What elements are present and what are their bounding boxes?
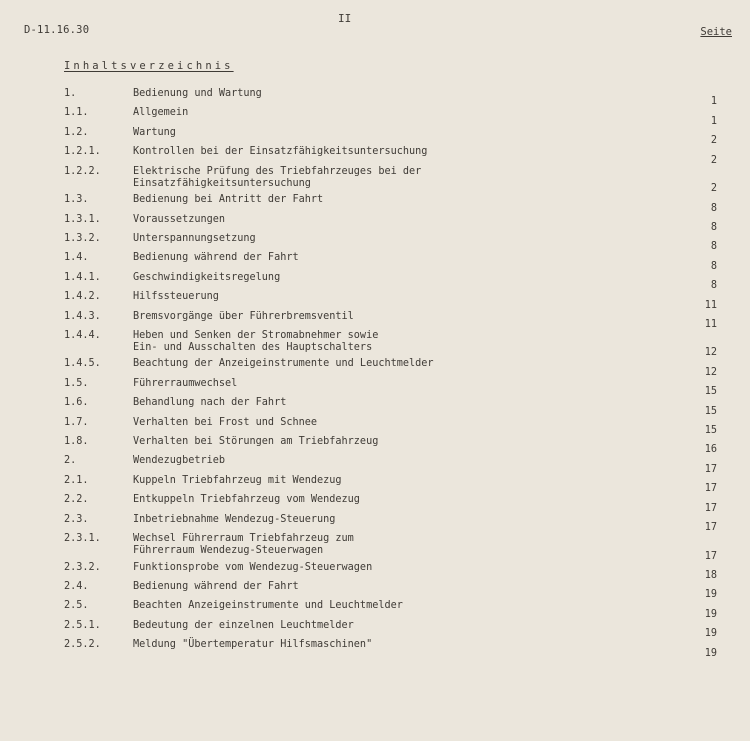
toc-entry-number: 1.4.4. (64, 329, 101, 341)
toc-entry-page: 17 (704, 522, 717, 533)
toc-entry-page: 19 (704, 647, 717, 659)
toc-entry-title-line: Meldung "Übertemperatur Hilfsmaschinen" (133, 639, 373, 651)
toc-entry-page: 15 (704, 386, 717, 398)
toc-entry-title-line: Entkuppeln Triebfahrzeug vom Wendezug (133, 494, 360, 506)
toc-entry-page: 11 (704, 299, 717, 311)
page-numeral: II (338, 12, 352, 25)
toc-heading: Inhaltsverzeichnis (64, 60, 234, 72)
toc-entry-page: 17 (704, 483, 717, 495)
toc-entry-title (133, 291, 653, 303)
toc-entry-page: 17 (704, 463, 717, 475)
toc-entry-page: 17 (704, 502, 717, 514)
toc-entry (0, 562, 750, 581)
toc-entry-number: 1.4.5. (64, 358, 101, 370)
toc-entry-page: 12 (704, 366, 717, 378)
toc-entry-title-line: Führerraumwechsel (133, 377, 238, 389)
toc-entry-number: 1.3.2. (64, 232, 101, 244)
toc-entry-page: 11 (704, 318, 717, 330)
toc-entry-title (133, 194, 653, 206)
toc-entry-title (133, 417, 653, 429)
toc-entry-number: 1. (64, 88, 77, 99)
toc-entry-title-line: Voraussetzungen (133, 213, 226, 225)
toc-entry (0, 291, 750, 310)
toc-entry (0, 514, 750, 533)
toc-entry (0, 194, 750, 213)
toc-entry (0, 581, 750, 600)
toc-entry-title (133, 562, 653, 574)
toc-entry (0, 533, 750, 562)
toc-entry-page: 15 (704, 405, 717, 417)
toc-entry-number: 2.5.1. (64, 619, 101, 631)
toc-entry-title-line: Behandlung nach der Fahrt (133, 397, 287, 409)
toc-entry-number: 1.7. (64, 416, 89, 428)
toc-entry (0, 639, 750, 658)
toc-entry-number: 1.6. (64, 397, 89, 409)
toc-entry-number: 1.4. (64, 252, 89, 264)
toc-entry-title-line: Bedienung während der Fahrt (133, 580, 299, 592)
toc-entry-title-line: Wendezugbetrieb (133, 455, 226, 467)
toc-entry-title-line: Verhalten bei Störungen am Triebfahrzeug (133, 436, 379, 448)
toc-entry (0, 311, 750, 330)
toc-entry-page: 19 (704, 628, 717, 640)
toc-entry (0, 127, 750, 146)
toc-entry-number: 1.4.1. (64, 271, 101, 283)
toc-entry (0, 330, 750, 359)
toc-entry (0, 378, 750, 397)
toc-entry (0, 455, 750, 474)
toc-entry (0, 620, 750, 639)
toc-entry-title-line: Bedienung und Wartung (133, 88, 262, 99)
toc-entry-title-line: Ein- und Ausschalten des Hauptschalters (133, 341, 373, 353)
toc-entry-title-line: Bedeutung der einzelnen Leuchtmelder (133, 619, 354, 631)
toc-entry-page: 17 (704, 550, 717, 562)
toc-entry-title (133, 233, 653, 245)
toc-entry (0, 494, 750, 513)
toc-entry (0, 146, 750, 165)
toc-entry (0, 600, 750, 619)
toc-entry-number: 1.4.3. (64, 310, 101, 322)
toc-entry-number: 2.5.2. (64, 639, 101, 651)
toc-entry-title-line: Geschwindigkeitsregelung (133, 271, 281, 283)
toc-entry-number: 1.2.1. (64, 146, 101, 158)
toc-entry-title (133, 166, 653, 190)
toc-entry (0, 166, 750, 195)
toc-entry-title (133, 494, 653, 506)
toc-entry-title (133, 107, 653, 119)
toc-entry (0, 417, 750, 436)
toc-entry-title-line: Beachten Anzeigeinstrumente und Leuchtmelder (133, 600, 403, 612)
toc-entry (0, 214, 750, 233)
toc-entry-title (133, 475, 653, 487)
toc-entry-page: 1 (710, 115, 717, 127)
table-of-contents (0, 88, 750, 659)
toc-entry-page: 19 (704, 608, 717, 620)
toc-entry-title-line: Elektrische Prüfung des Triebfahrzeuges bei der (133, 165, 422, 177)
toc-entry (0, 107, 750, 126)
toc-entry (0, 88, 750, 107)
toc-entry-title-line: Bremsvorgänge über Führerbremsventil (133, 310, 354, 322)
toc-entry-title-line: Heben und Senken der Stromabnehmer sowie (133, 329, 379, 341)
toc-entry-page: 8 (710, 221, 717, 233)
toc-entry-number: 2.4. (64, 580, 89, 592)
toc-entry (0, 475, 750, 494)
toc-entry (0, 233, 750, 252)
toc-entry-title (133, 436, 653, 448)
toc-entry-title-line: Bedienung bei Antritt der Fahrt (133, 194, 324, 206)
toc-entry (0, 436, 750, 455)
toc-entry-number: 1.3.1. (64, 213, 101, 225)
toc-entry-title-line: Wartung (133, 126, 176, 138)
toc-entry-title (133, 252, 653, 264)
toc-entry-number: 1.3. (64, 194, 89, 206)
toc-entry-title (133, 88, 653, 100)
toc-entry-title (133, 378, 653, 390)
toc-entry-number: 2.2. (64, 494, 89, 506)
toc-entry-title-line: Funktionsprobe vom Wendezug-Steuerwagen (133, 561, 373, 573)
toc-entry-title (133, 358, 653, 370)
toc-entry (0, 272, 750, 291)
toc-entry-number: 1.5. (64, 377, 89, 389)
toc-entry-title (133, 639, 653, 651)
toc-entry-title (133, 600, 653, 612)
toc-entry-title-line: Verhalten bei Frost und Schnee (133, 416, 318, 428)
toc-entry-page: 8 (710, 241, 717, 253)
toc-entry-number: 2.3.1. (64, 533, 101, 544)
toc-entry-page: 16 (704, 444, 717, 456)
toc-entry-page: 2 (710, 154, 717, 166)
toc-entry-number: 2.5. (64, 600, 89, 612)
toc-entry-title (133, 514, 653, 526)
document-number: D-11.16.30 (24, 24, 90, 36)
toc-entry-number: 2.3. (64, 513, 89, 525)
toc-entry-title-line: Kontrollen bei der Einsatzfähigkeitsuntersuchung (133, 146, 428, 158)
toc-entry-number: 1.8. (64, 436, 89, 448)
toc-entry-title-line: Hilfssteuerung (133, 291, 219, 303)
toc-entry-page: 2 (710, 183, 717, 195)
toc-entry-number: 2.3.2. (64, 561, 101, 573)
toc-entry (0, 252, 750, 271)
toc-entry-number: 1.1. (64, 107, 89, 119)
toc-entry-number: 2.1. (64, 474, 89, 486)
toc-entry-title (133, 146, 653, 158)
toc-entry-page: 8 (710, 260, 717, 272)
toc-entry-title-line: Beachtung der Anzeigeinstrumente und Leuchtmelder (133, 358, 434, 370)
toc-entry-title (133, 330, 653, 354)
toc-entry-title (133, 214, 653, 226)
toc-entry-title (133, 533, 653, 557)
toc-entry (0, 358, 750, 377)
toc-entry-page: 19 (704, 589, 717, 601)
toc-entry-title (133, 127, 653, 139)
toc-entry-title (133, 272, 653, 284)
toc-entry-page: 12 (704, 347, 717, 359)
toc-entry-number: 1.4.2. (64, 291, 101, 303)
toc-entry-title-line: Allgemein (133, 107, 189, 119)
toc-entry-title-line: Bedienung während der Fahrt (133, 252, 299, 264)
toc-entry-page: 8 (710, 202, 717, 214)
toc-entry-page: 2 (710, 135, 717, 147)
toc-entry-page: 8 (710, 280, 717, 292)
toc-entry-number: 2. (64, 455, 77, 467)
toc-entry-title-line: Kuppeln Triebfahrzeug mit Wendezug (133, 474, 342, 486)
toc-entry-title-line: Inbetriebnahme Wendezug-Steuerung (133, 513, 336, 525)
toc-entry-title (133, 311, 653, 323)
toc-entry-number: 1.2. (64, 126, 89, 138)
toc-entry-title-line: Unterspannungsetzung (133, 232, 256, 244)
toc-entry-title-line: Führerraum Wendezug-Steuerwagen (133, 545, 324, 556)
toc-entry-title (133, 620, 653, 632)
toc-entry-page: 15 (704, 425, 717, 437)
toc-entry-title (133, 397, 653, 409)
toc-entry-title (133, 581, 653, 593)
toc-entry-page: 1 (710, 96, 717, 108)
toc-entry-title-line: Einsatzfähigkeitsuntersuchung (133, 177, 311, 189)
toc-entry-title (133, 455, 653, 467)
toc-entry-title-line: Wechsel Führerraum Triebfahrzeug zum (133, 533, 354, 544)
toc-entry-page: 18 (704, 569, 717, 581)
toc-entry-number: 1.2.2. (64, 165, 101, 177)
toc-entry (0, 397, 750, 416)
page-column-label: Seite (700, 26, 732, 38)
